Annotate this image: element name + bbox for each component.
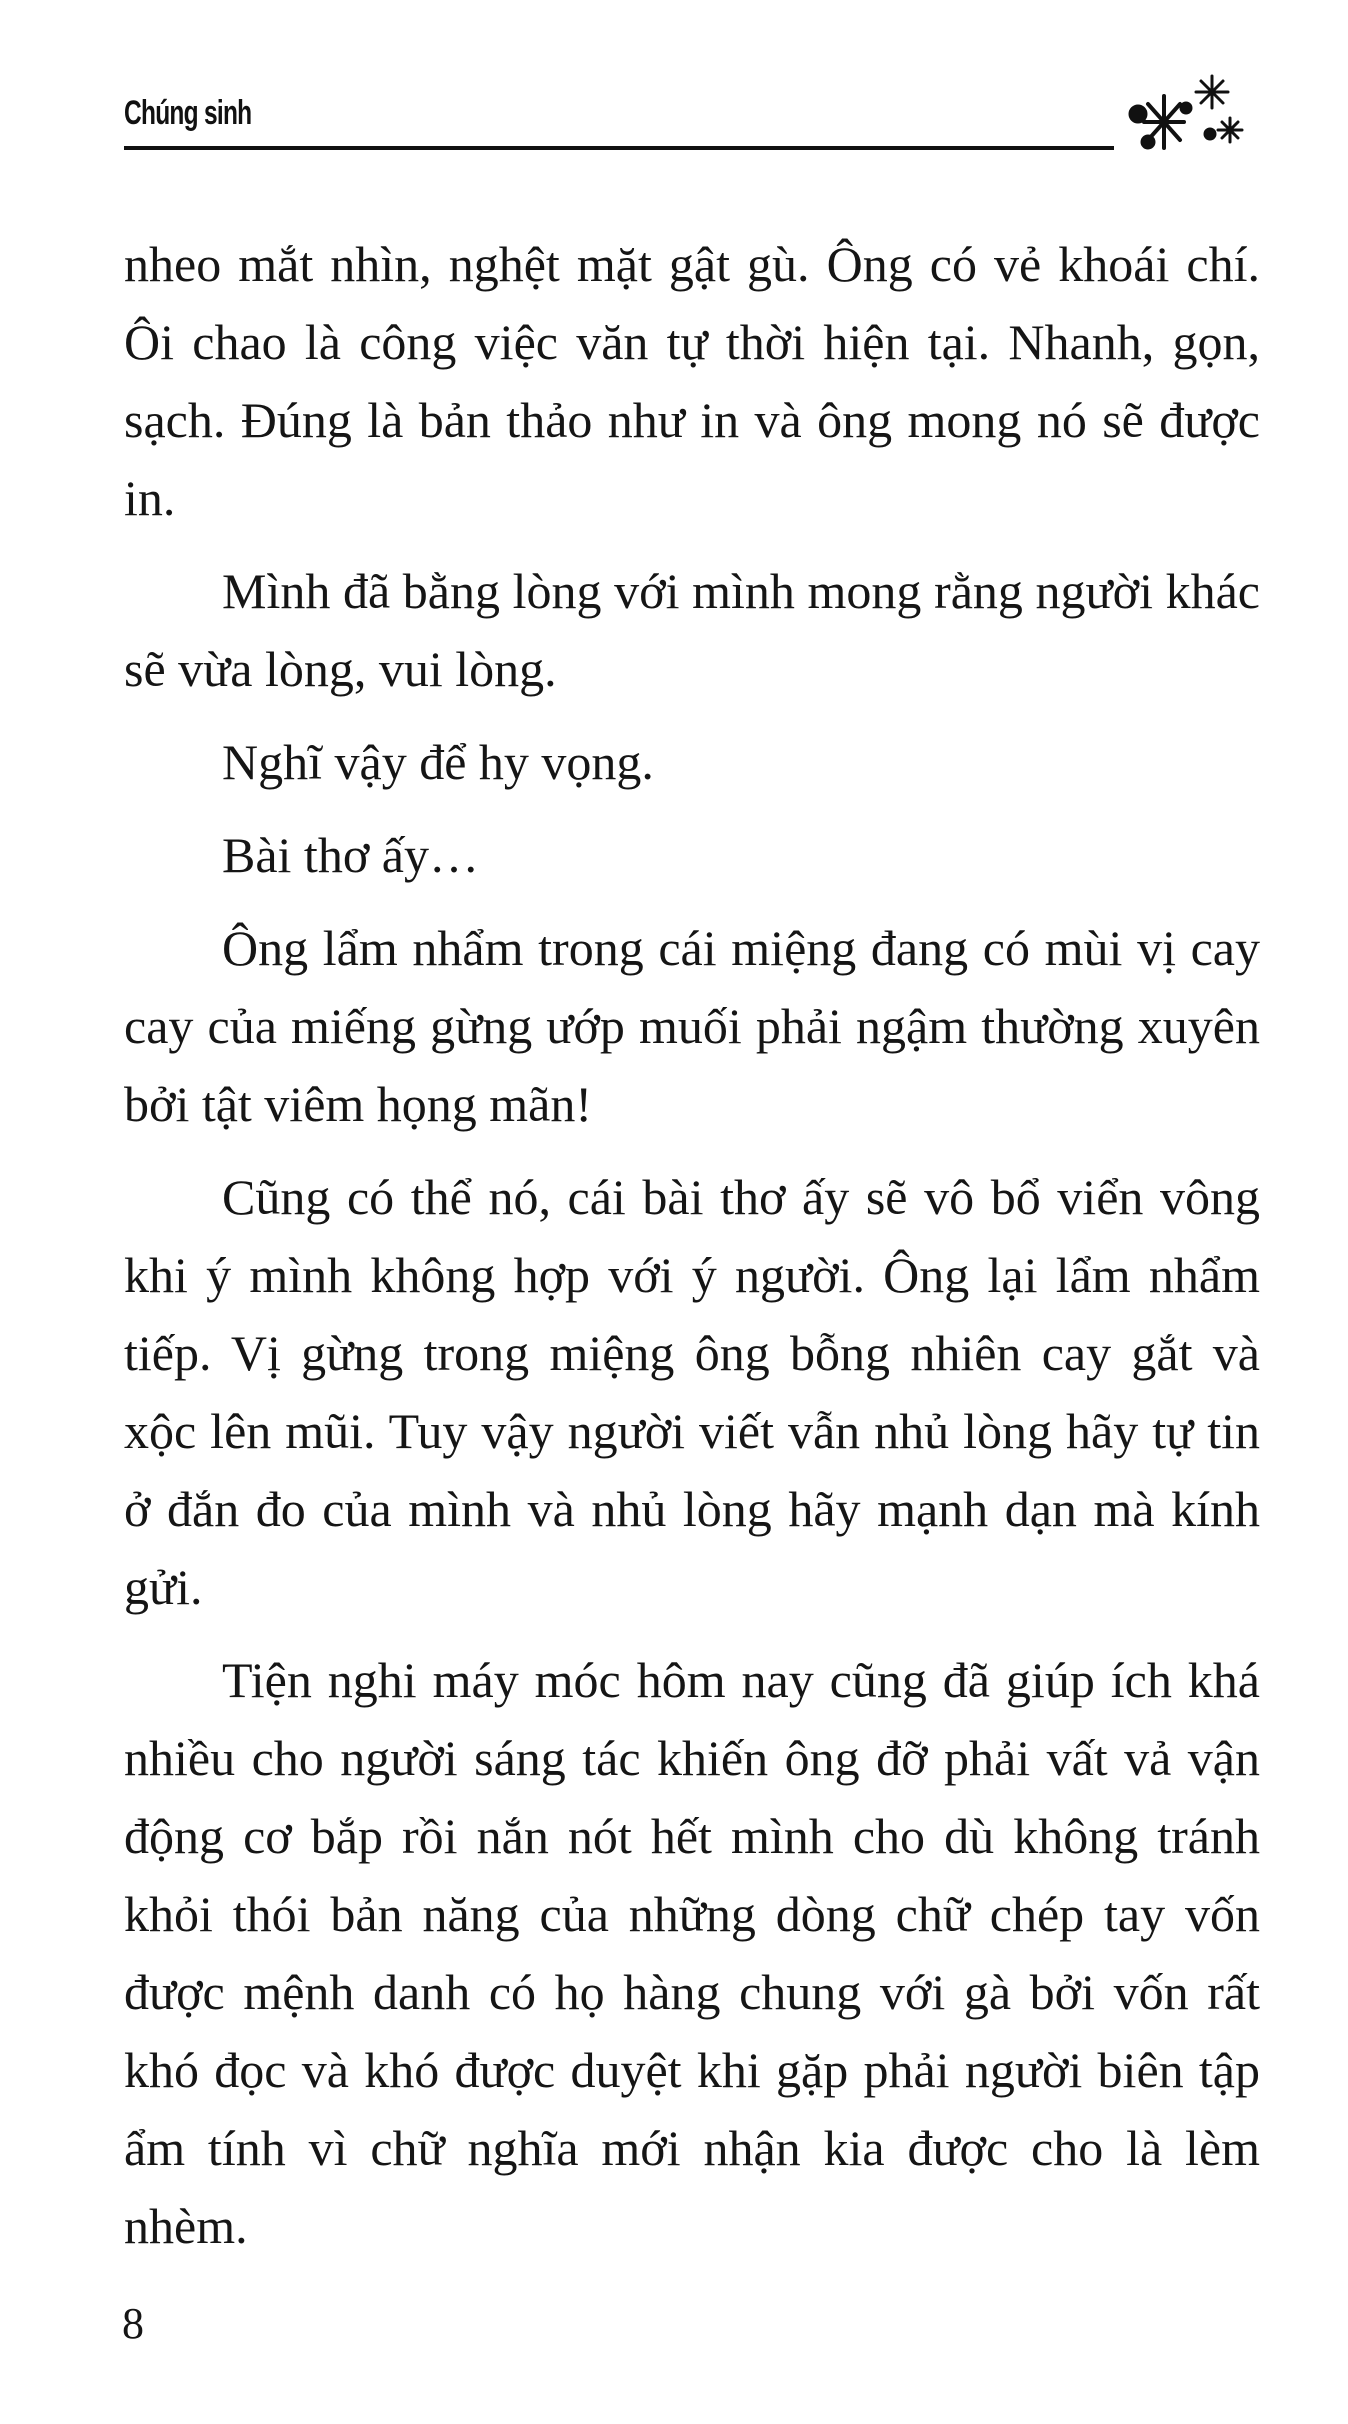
page-number: 8 (122, 2299, 144, 2348)
paragraph: Ông lẩm nhẩm trong cái miệng đang có mùi vị cay cay của miếng gừng ướp muối phải ngậm thường xuyên bởi tật viêm họng mãn! (124, 920, 1260, 1132)
paragraph: Bài thơ ấy… (222, 827, 479, 883)
header-rule (124, 146, 1114, 150)
body-text (124, 225, 1260, 2280)
paragraph: nheo mắt nhìn, nghệt mặt gật gù. Ông có vẻ khoái chí. Ôi chao là công việc văn tự thời hiện tại. Nhanh, gọn, sạch. Đúng là bản thảo như in và ông mong nó sẽ được in. (124, 236, 1260, 526)
running-head: Chúng sinh (124, 94, 252, 132)
paragraph: Cũng có thể nó, cái bài thơ ấy sẽ vô bổ viển vông khi ý mình không hợp với ý người. Ông lại lẩm nhẩm tiếp. Vị gừng trong miệng ông bỗng nhiên cay gắt và xộc lên mũi. Tuy vậy người viết vẫn nhủ lòng hãy tự tin ở đắn đo của mình và nhủ lòng hãy mạnh dạn mà kính gửi. (124, 1169, 1260, 1615)
floral-asterisk-ornament-icon (1124, 68, 1244, 158)
paragraph: Mình đã bằng lòng với mình mong rằng người khác sẽ vừa lòng, vui lòng. (124, 563, 1260, 697)
paragraph: Tiện nghi máy móc hôm nay cũng đã giúp ích khá nhiều cho người sáng tác khiến ông đỡ phải vất vả vận động cơ bắp rồi nắn nót hết mình cho dù không tránh khỏi thói bản năng của những dòng chữ chép tay vốn được mệnh danh có họ hàng chung với gà bởi vốn rất khó đọc và khó được duyệt khi gặp phải người biên tập ẩm tính vì chữ nghĩa mới nhận kia được cho là lèm nhèm. (124, 1652, 1260, 2254)
paragraph: Nghĩ vậy để hy vọng. (222, 734, 654, 790)
page-header (124, 68, 1254, 168)
